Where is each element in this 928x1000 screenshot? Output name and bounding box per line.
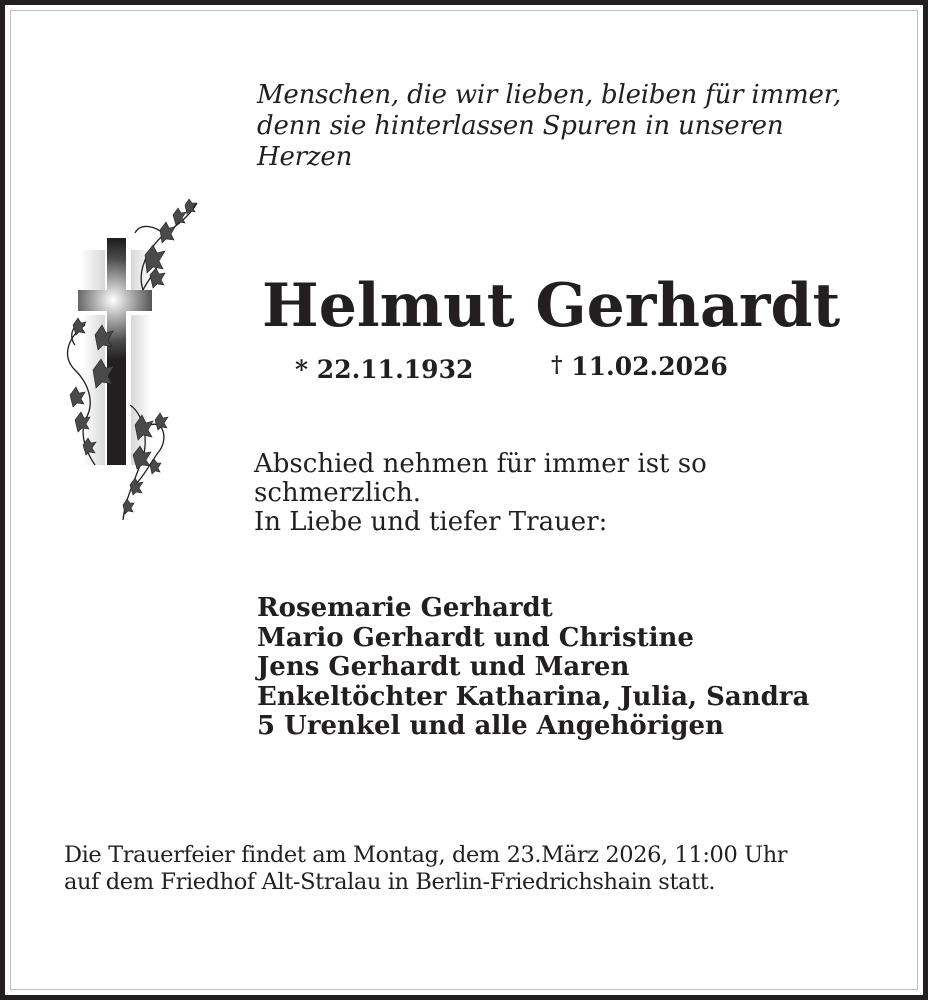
mourner: Mario Gerhardt und Christine <box>257 622 694 653</box>
mourner: Rosemarie Gerhardt <box>257 593 553 623</box>
motto-line: denn sie hinterlassen Spuren in unseren <box>257 111 784 141</box>
cross-with-ivy-icon <box>55 195 215 530</box>
birth-date-line <box>295 355 473 384</box>
farewell-line: schmerzlich. <box>254 478 422 508</box>
death-date: 11.02.2026 <box>571 352 728 381</box>
death-date-line <box>551 352 728 381</box>
mourner: 5 Urenkel und alle Angehörigen <box>257 711 724 741</box>
farewell-line: In Liebe und tiefer Trauer: <box>254 507 608 537</box>
mourners-list <box>257 594 809 742</box>
motto-line: Herzen <box>257 142 353 172</box>
motto-line: Menschen, die wir lieben, bleiben für immer, <box>257 80 842 110</box>
deceased-name: Helmut Gerhardt <box>262 271 841 341</box>
motto-quote <box>257 80 877 173</box>
mourner: Jens Gerhardt und Maren <box>257 652 630 682</box>
service-line: auf dem Friedhof Alt-Stralau in Berlin-Friedrichshain statt. <box>64 869 716 895</box>
birth-star-icon: * <box>295 355 309 384</box>
mourner: Enkeltöchter Katharina, Julia, Sandra <box>257 681 810 712</box>
birth-date: 22.11.1932 <box>316 355 474 384</box>
funeral-service-info <box>64 842 787 896</box>
farewell-line: Abschied nehmen für immer ist so <box>254 449 707 479</box>
farewell-text <box>254 450 814 537</box>
service-line: Die Trauerfeier findet am Montag, dem 23.März 2026, 11:00 Uhr <box>64 842 788 868</box>
death-dagger-icon: † <box>551 352 563 378</box>
